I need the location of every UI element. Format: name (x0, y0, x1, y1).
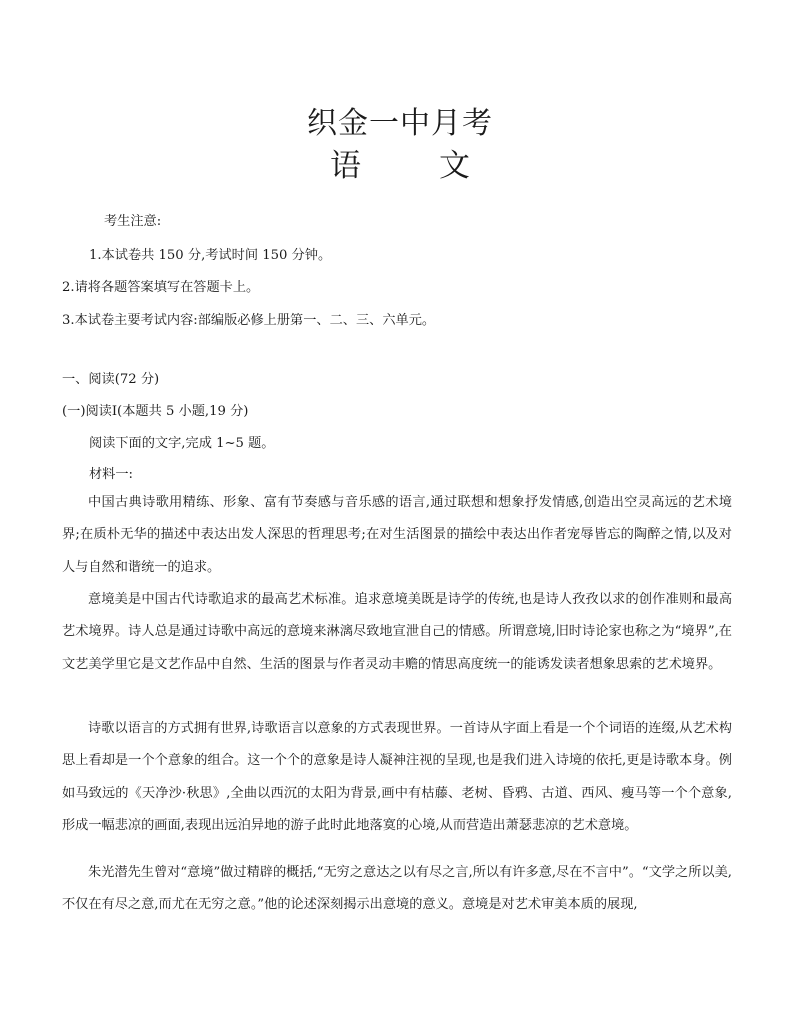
paragraph-1: 中国古典诗歌用精练、形象、富有节奏感与音乐感的语言,通过联想和想象抒发情感,创造出空灵高远的艺术境界;在质朴无华的描述中表达出发人深思的哲理思考;在对生活图景的描绘中表达出作者宠辱皆忘的陶醉之情,以及对人与自然和谐统一的追求。 (62, 495, 732, 575)
notice-item-1: 1.本试卷共 150 分,考试时间 150 分钟。 (89, 248, 332, 263)
paragraph-4: 朱光潜先生曾对“意境”做过精辟的概括,“无穷之意达之以有尽之言,所以有许多意,尽在不言中”。“文学之所以美,不仅在有尽之意,而尤在无穷之意。”他的论述深刻揭示出意境的意义。意境是对艺术审美本质的展现, (62, 865, 732, 913)
notice-item-3: 3.本试卷主要考试内容:部编版必修上册第一、二、三、六单元。 (62, 313, 436, 328)
paragraph-2: 意境美是中国古代诗歌追求的最高艺术标准。追求意境美既是诗学的传统,也是诗人孜孜以求的创作准则和最高艺术境界。诗人总是通过诗歌中高远的意境来淋漓尽致地宣泄自己的情感。所谓意境,旧时诗论家也称之为“境界”,在文艺美学里它是文艺作品中自然、生活的图景与作者灵动丰赡的情思高度统一的能诱发读者想象思索的艺术境界。 (62, 592, 732, 672)
exam-title: 织金一中月考 (307, 106, 493, 141)
sub-section-title: (一)阅读Ⅰ(本题共 5 小题,19 分) (62, 404, 249, 419)
subject-char-2: 文 (439, 148, 470, 184)
subject-char-1: 语 (330, 148, 361, 184)
notice-heading: 考生注意: (104, 214, 162, 229)
reading-instruction: 阅读下面的文字,完成 1~5 题。 (89, 436, 275, 451)
material-label: 材料一: (89, 467, 134, 482)
notice-item-2: 2.请将各题答案填写在答题卡上。 (62, 280, 260, 295)
subject-title (0, 140, 800, 185)
paragraph-3: 诗歌以语言的方式拥有世界,诗歌语言以意象的方式表现世界。一首诗从字面上看是一个个词语的连缀,从艺术构思上看却是一个个意象的组合。这一个个的意象是诗人凝神注视的呈现,也是我们进入诗境的依托,更是诗歌本身。例如马致远的《天净沙·秋思》,全曲以西沉的太阳为背景,画中有枯藤、老树、昏鸦、古道、西风、瘦马等一个个意象,形成一幅悲凉的画面,表现出远泊异地的游子此时此地落寞的心境,从而营造出萧瑟悲凉的艺术意境。 (62, 721, 732, 833)
part-title: 一、阅读(72 分) (62, 372, 160, 387)
